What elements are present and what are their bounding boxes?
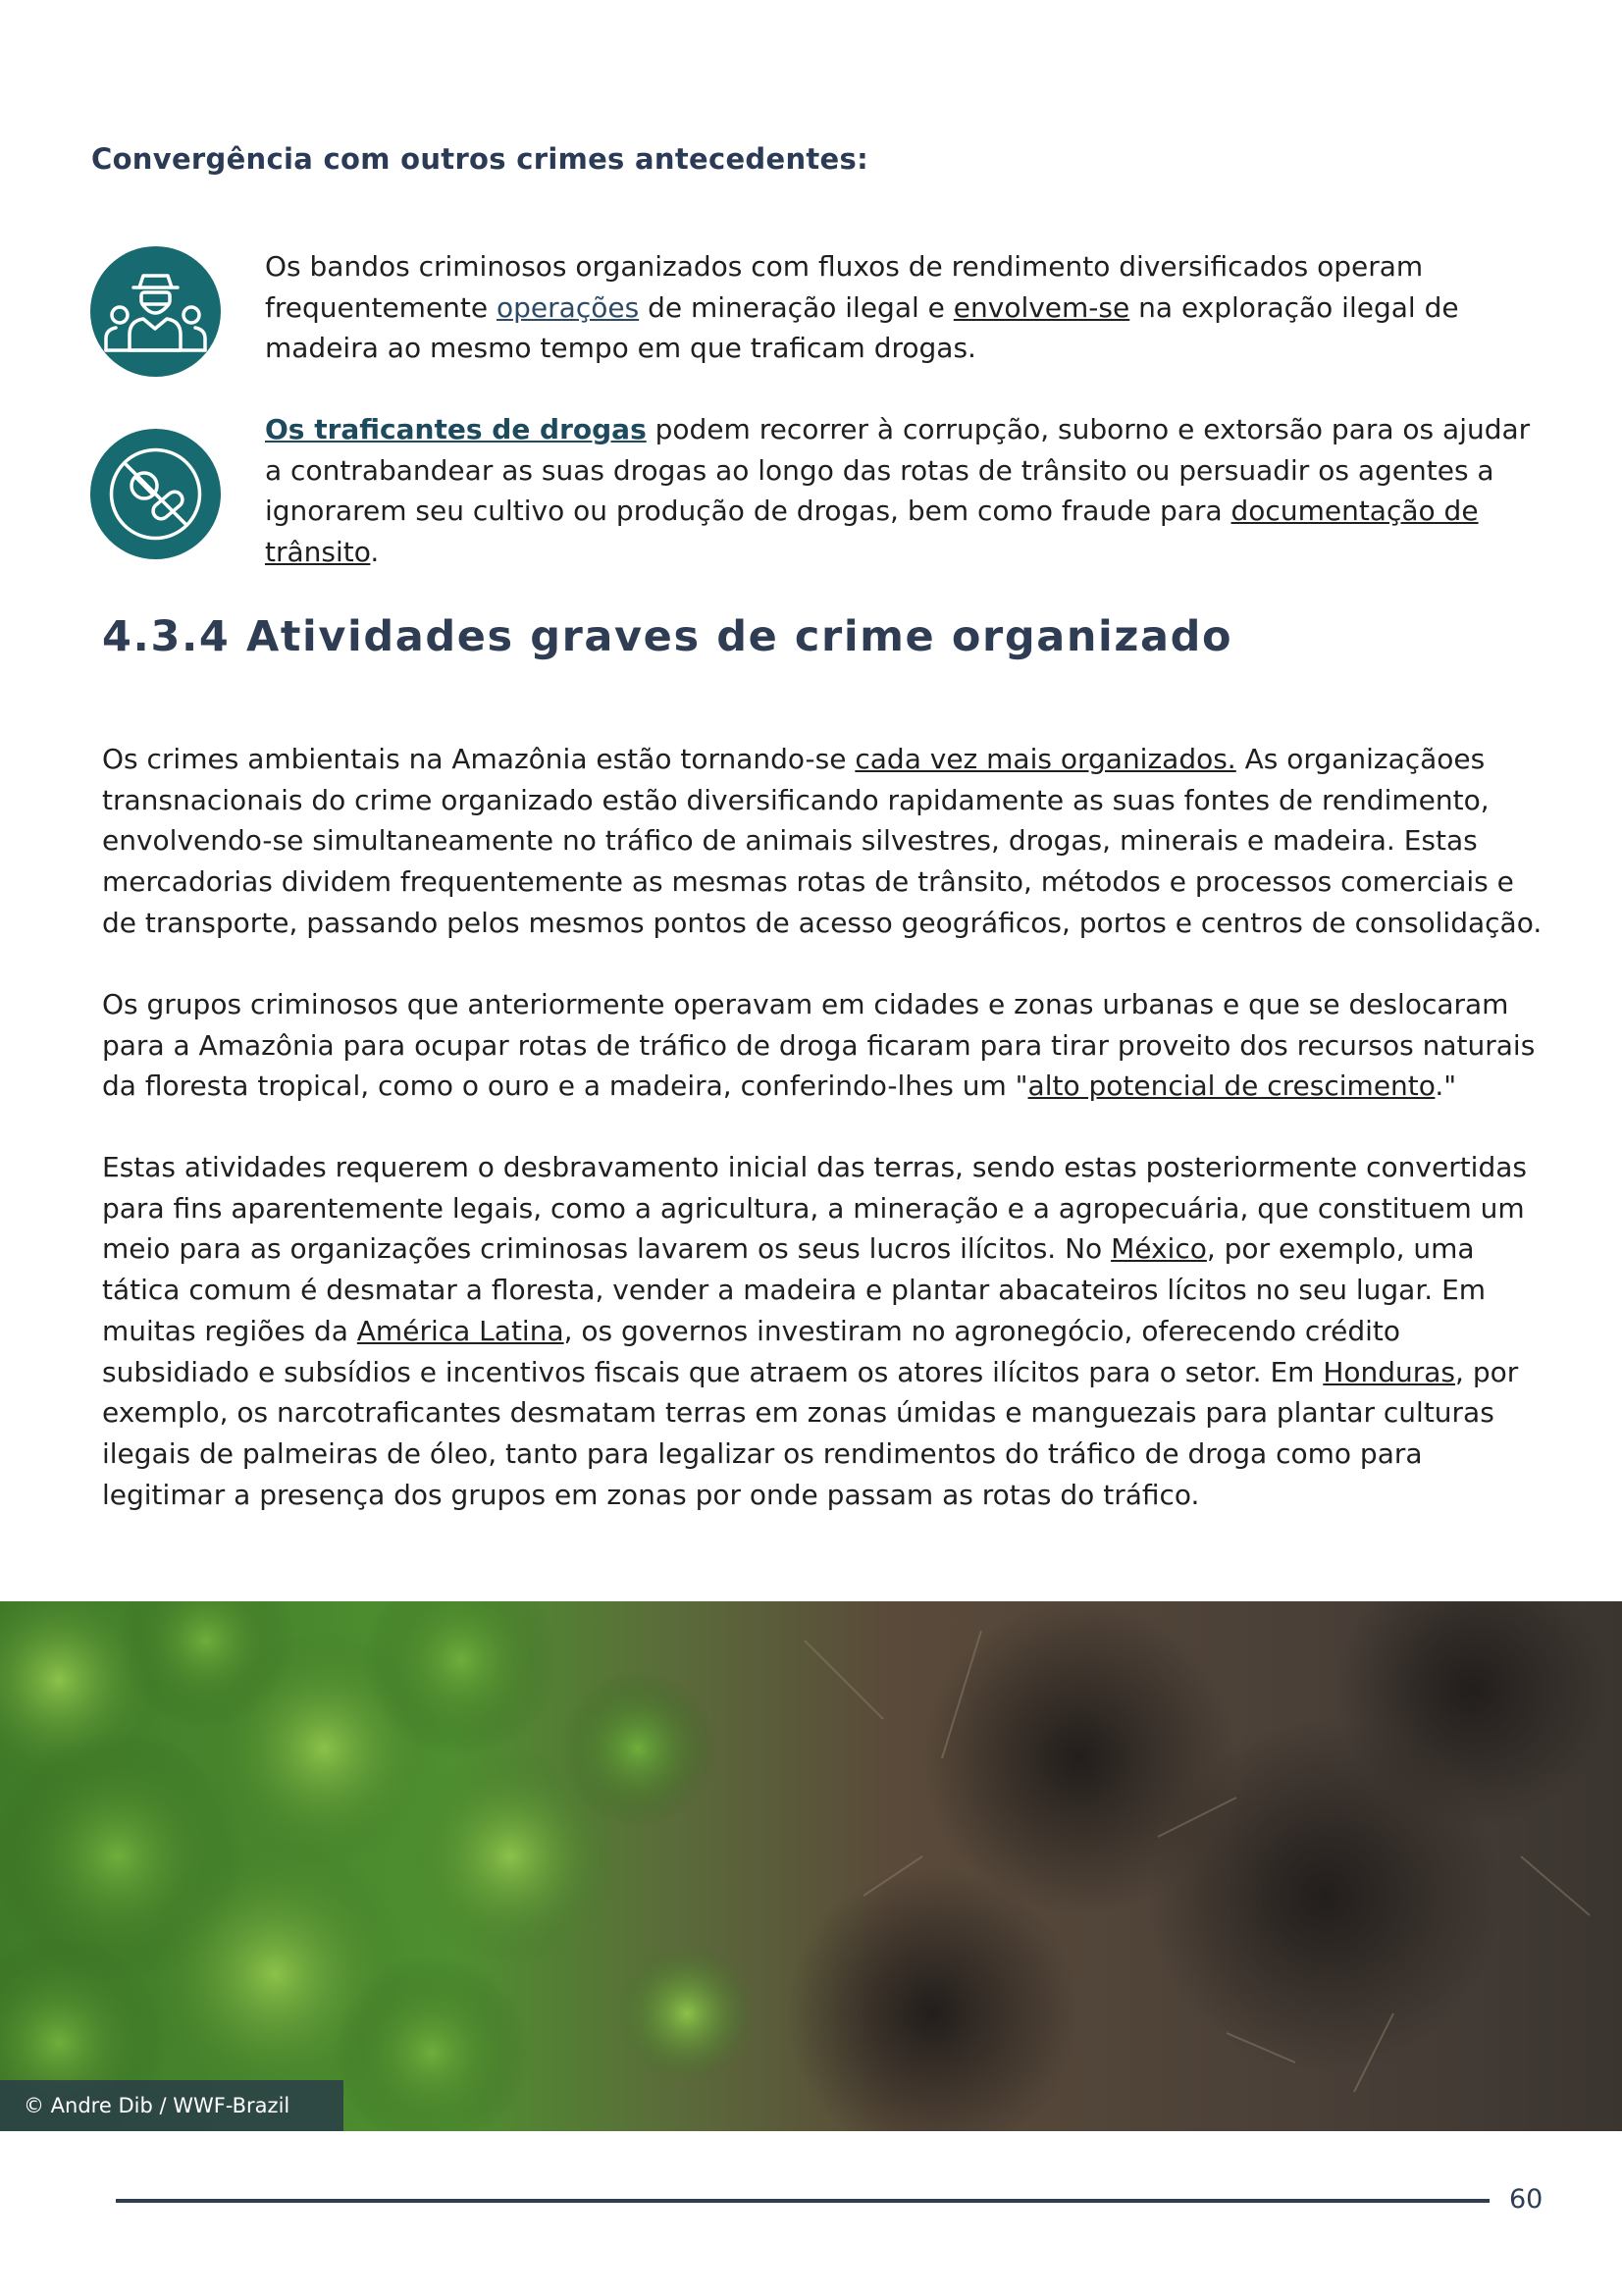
link-envolvem-se[interactable]: envolvem-se bbox=[953, 290, 1130, 324]
link-america-latina[interactable]: América Latina bbox=[356, 1314, 564, 1347]
text-span: As organizaçãoes transnacionais do crime organizado estão diversificando rapidamente as suas fontes de rendimento, envolvendo-se simultaneamente no tráfico de animais silvestres, drogas, minerais e madeira. Estas mercadorias dividem frequentemente as mesmas rotas de trânsito, métodos e processos comerciais e de transporte, passando pelos mesmos pontos de acesso geográficos, portos e centros de consolidação. bbox=[102, 743, 1543, 939]
page-number: 60 bbox=[1509, 2184, 1544, 2215]
body-paragraph-1 bbox=[102, 739, 1544, 944]
body-paragraph-2 bbox=[102, 984, 1544, 1107]
text-span: Os crimes ambientais na Amazônia estão tornando-se bbox=[102, 743, 856, 775]
link-operacoes[interactable]: operações bbox=[497, 290, 640, 324]
photo-credit: © Andre Dib / WWF-Brazil bbox=[0, 2080, 343, 2131]
section-title: 4.3.4 Atividades graves de crime organizado bbox=[102, 612, 1233, 661]
text-span: Os bandos criminosos organizados com fluxos de rendimento diversificados operam frequentemente bbox=[265, 250, 1424, 324]
link-documentacao[interactable]: documentação de trânsito bbox=[265, 495, 1479, 569]
text-span: ." bbox=[1435, 1070, 1457, 1103]
text-span: , por exemplo, uma tática comum é desmatar a floresta, vender a madeira e plantar abacateiros lícitos no seu lugar. Em muitas regiões da bbox=[102, 1232, 1487, 1347]
no-drugs-icon bbox=[90, 429, 221, 559]
text-span: , por exemplo, os narcotraficantes desmatam terras em zonas úmidas e manguezais para plantar culturas ilegais de palmeiras de óleo, tanto para legalizar os rendimentos do tráfico de droga como para legitimar a presença dos grupos em zonas por onde passam as rotas do tráfico. bbox=[102, 1355, 1519, 1511]
footer-divider bbox=[116, 2199, 1490, 2203]
link-traficantes[interactable]: Os traficantes de drogas bbox=[265, 413, 647, 445]
text-span: Os grupos criminosos que anteriormente operavam em cidades e zonas urbanas e que se deslocaram para a Amazônia para ocupar rotas de tráfico de droga ficaram para tirar proveito dos recursos naturais da floresta tropical, como o ouro e a madeira, conferindo-lhes um " bbox=[102, 988, 1536, 1103]
text-span: , os governos investiram no agronegócio, oferecendo crédito subsidiado e subsídios e incentivos fiscais que atraem os atores ilícitos para o setor. Em bbox=[102, 1314, 1401, 1388]
link-mexico[interactable]: México bbox=[1111, 1232, 1207, 1266]
convergence-heading: Convergência com outros crimes antecedentes: bbox=[91, 142, 868, 176]
text-span: de mineração ilegal e bbox=[639, 290, 954, 324]
criminal-group-icon bbox=[90, 246, 221, 377]
convergence-paragraph-1 bbox=[265, 246, 1550, 369]
deforestation-photo bbox=[0, 1601, 1622, 2131]
link-cada-vez-mais[interactable]: cada vez mais organizados. bbox=[855, 743, 1236, 775]
text-span: Estas atividades requerem o desbravamento inicial das terras, sendo estas posteriormente convertidas para fins aparentemente legais, como a agricultura, a mineração e a agropecuária, que constituem um meio para as organizações criminosas lavarem os seus lucros ilícitos. No bbox=[102, 1151, 1527, 1266]
text-span: na exploração ilegal de madeira ao mesmo tempo em que traficam drogas. bbox=[265, 290, 1459, 365]
link-alto-potencial[interactable]: alto potencial de crescimento bbox=[1027, 1070, 1436, 1103]
text-span: podem recorrer à corrupção, suborno e extorsão para os ajudar a contrabandear as suas drogas ao longo das rotas de trânsito ou persuadir os agentes a ignorarem seu cultivo ou produção de drogas, bem como fraude para bbox=[265, 413, 1531, 528]
body-paragraph-3 bbox=[102, 1147, 1544, 1515]
link-honduras[interactable]: Honduras bbox=[1323, 1355, 1456, 1388]
text-span: . bbox=[370, 536, 380, 569]
convergence-paragraph-2 bbox=[265, 409, 1550, 573]
